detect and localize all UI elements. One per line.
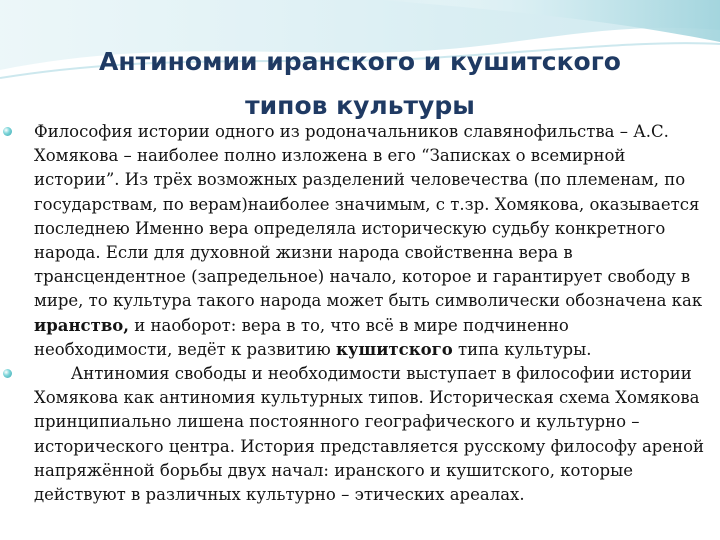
bullet-list bbox=[0, 120, 720, 507]
bullet-dot-icon bbox=[3, 127, 12, 136]
bullet-item-1 bbox=[0, 120, 720, 362]
paragraph-1-text-a: Философия истории одного из родоначальников славянофильства – А.С. Хомякова – наиболее полно изложена в его “Записках о всемирной истории”. Из трёх возможных разделений человечества (по племенам, по государствам, по верам)наиболее значимым, с т.зр. Хомякова, оказывается последнею Именно вера определяла историческую судьбу конкретного народа. Если для духовной жизни народа свойственна вера в трансцендентное (запредельное) начало, которое и гарантирует свободу в мире, то культура такого народа может быть символически обозначена как bbox=[34, 122, 703, 311]
paragraph-1-text-b: и наоборот: вера в то, что всё в мире подчиненно необходимости, ведёт к развитию bbox=[34, 315, 569, 359]
paragraph-1-text-c: типа культуры. bbox=[452, 339, 592, 359]
keyword-iranstvo: иранство, bbox=[34, 315, 130, 335]
slide-title bbox=[60, 40, 660, 128]
paragraph-1 bbox=[34, 120, 710, 362]
keyword-kushitskogo: кушитского bbox=[335, 339, 453, 359]
paragraph-2: Антиномия свободы и необходимости выступает в философии истории Хомякова как антиномия культурных типов. Историческая схема Хомякова принципиально лишена постоянного географического и культурно – исторического центра. История представляется русскому философу ареной напряжённой борьбы двух начал: иранского и кушитского, которые действуют в различных культурно – этических ареалах. bbox=[34, 364, 710, 505]
slide-title-line-2: типов культуры bbox=[245, 91, 475, 120]
slide-title-line-1: Антиномии иранского и кушитского bbox=[99, 47, 621, 76]
bullet-item-2 bbox=[0, 362, 720, 507]
bullet-dot-icon bbox=[3, 369, 12, 378]
